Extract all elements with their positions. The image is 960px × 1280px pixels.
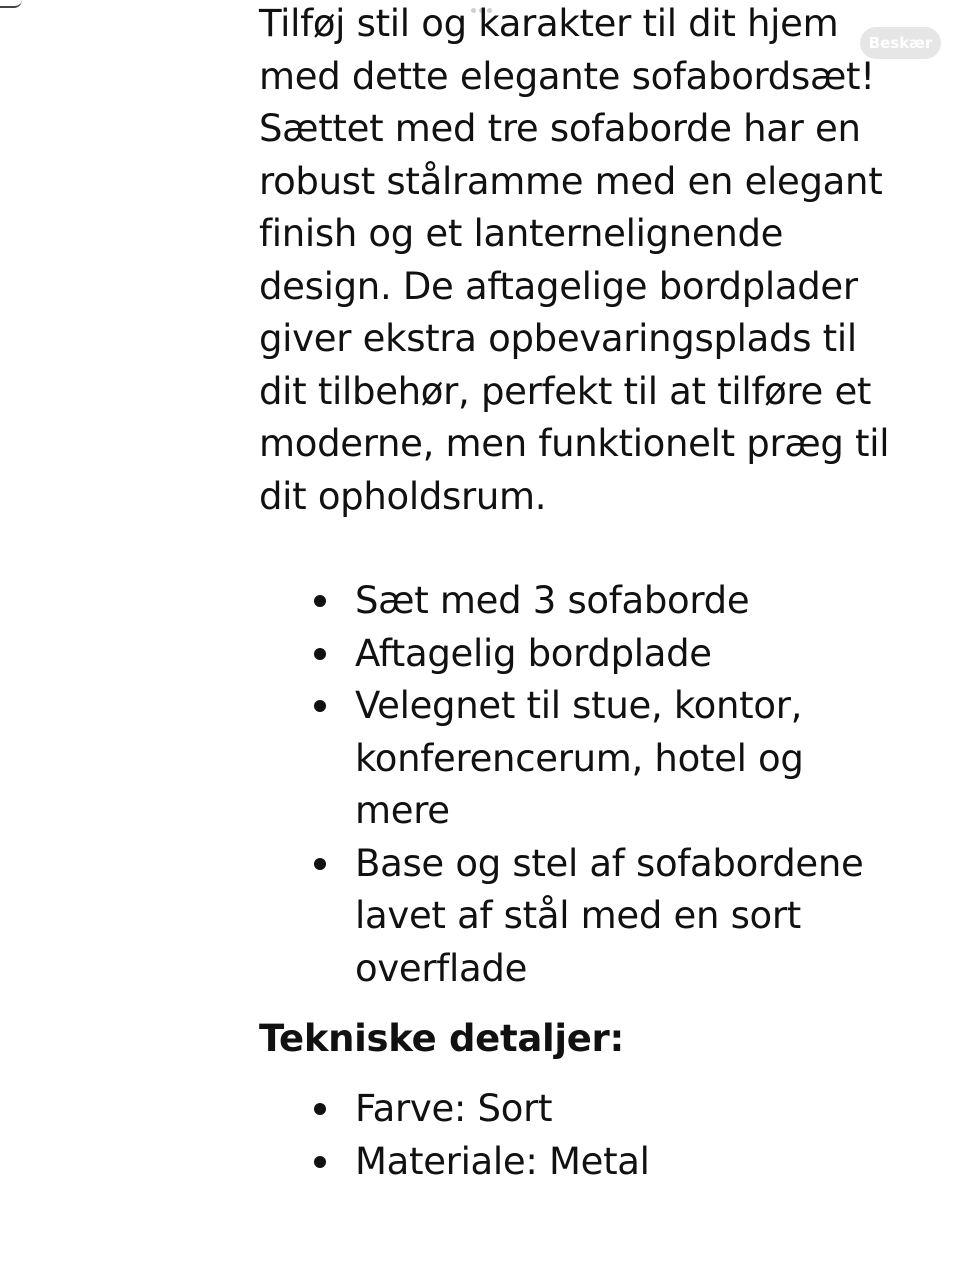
list-item [355, 575, 875, 628]
crop-button[interactable]: Beskær [860, 27, 941, 59]
list-item-text: Base og stel af sofabordene lavet af stål med en sort overflade [355, 841, 864, 990]
list-item [355, 628, 875, 681]
bullet-dot-icon [314, 1156, 326, 1168]
list-item-text: Velegnet til stue, kontor, konferencerum, hotel og mere [355, 684, 804, 832]
bullet-dot-icon [314, 858, 326, 870]
list-item-text: Materiale: Metal [355, 1139, 650, 1183]
bullet-dot-icon [314, 595, 326, 607]
tech-details-heading: Tekniske detaljer: [259, 1017, 624, 1060]
list-item [355, 1136, 875, 1189]
tech-details-list [259, 1083, 909, 1188]
list-item [355, 838, 875, 996]
list-item [355, 1083, 875, 1136]
list-item [355, 680, 875, 838]
corner-fragment [0, 0, 22, 8]
bullet-dot-icon [314, 700, 326, 712]
product-description-panel [259, 0, 909, 1188]
bullet-dot-icon [314, 1103, 326, 1115]
bullet-dot-icon [314, 648, 326, 660]
list-item-text: Sæt med 3 sofaborde [355, 579, 750, 622]
list-item-text: Aftagelig bordplade [355, 631, 712, 675]
product-description: Tilføj stil og karakter til dit hjem med dette elegante sofabordsæt! Sættet med tre sofaborde har en robust stålramme med en elegant finish og et lanternelignende design. De aftagelige bordplader giver ekstra opbevaringsplads til dit tilbehør, perfekt til at tilføre et moderne, men funktionelt præg til dit opholdsrum. [259, 2, 890, 518]
list-item-text: Farve: Sort [355, 1087, 553, 1130]
feature-list [259, 575, 909, 995]
